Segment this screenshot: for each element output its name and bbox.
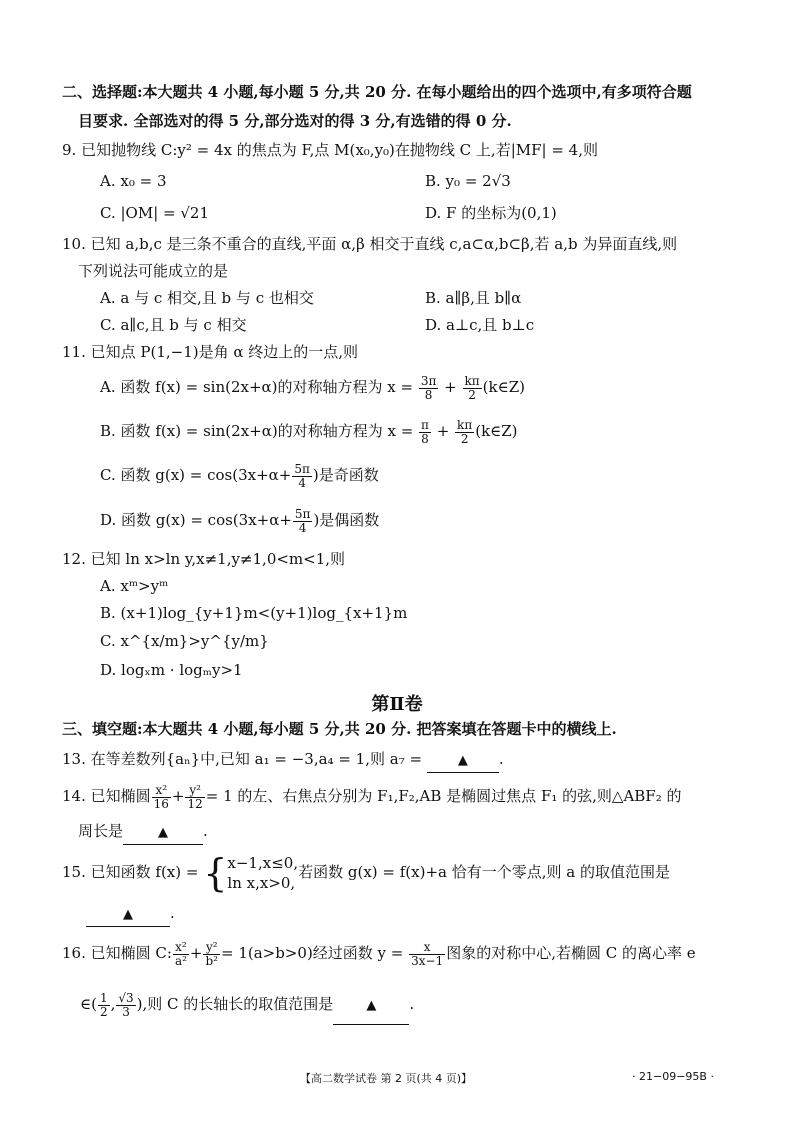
section3-header: 三、填空题:本大题共 4 小题,每小题 5 分,共 20 分. 把答案填在答题卡中的横线上. [62, 720, 617, 738]
q11-b-frac2 [455, 419, 474, 446]
q11-b-frac2-num: kπ [457, 417, 473, 432]
q11-a-prefix: A. 函数 f(x) = sin(2x+α)的对称轴方程为 x = [100, 378, 418, 396]
q11-option-c [100, 458, 379, 492]
q16-plus: + [189, 944, 203, 962]
q11-option-a [100, 370, 525, 404]
q11-option-b [100, 414, 518, 448]
q16-comma: , [110, 995, 116, 1013]
section2-header-line2: 目要求. 全部选对的得 5 分,部分选对的得 3 分,有选错的得 0 分. [78, 112, 512, 130]
q15-brace: { [203, 851, 228, 895]
q11-c-frac [292, 463, 312, 490]
q15-case1: x−1,x≤0, [227, 854, 299, 872]
q11-a-frac1-den: 8 [424, 387, 433, 402]
q16-middle: = 1(a>b>0)经过函数 y = [220, 944, 409, 962]
q15-line1 [62, 848, 670, 896]
q14-line2 [78, 820, 208, 845]
footer-code: · 21−09−95B · [632, 1070, 714, 1083]
q16-frac3-num: x [409, 941, 445, 955]
q15-blank-triangle: ▲ [123, 907, 133, 922]
q16-frac4-den: 2 [99, 1004, 108, 1019]
q14-line1 [62, 779, 682, 813]
q16-prefix: 16. 已知椭圆 C: [62, 944, 172, 962]
q16-frac1-num: x² [173, 941, 189, 955]
q16-interval-open: ∈( [80, 995, 97, 1013]
q12-option-c: C. x^{x/m}>y^{y/m} [100, 632, 269, 650]
q16-suffix: 图象的对称中心,若椭圆 C 的离心率 e [446, 944, 696, 962]
q16-frac1-den: a² [174, 953, 187, 968]
q15-case2: ln x,x>0, [227, 874, 296, 892]
q14-frac1 [152, 784, 171, 811]
q11-a-frac2-num: kπ [464, 373, 480, 388]
q14-perimeter-label: 周长是 [78, 822, 124, 840]
q11-b-prefix: B. 函数 f(x) = sin(2x+α)的对称轴方程为 x = [100, 422, 419, 440]
q9-option-b: B. y₀ = 2√3 [425, 172, 511, 190]
q14-period: . [203, 822, 208, 840]
q11-d-frac-den: 4 [298, 520, 307, 535]
q14-frac2 [185, 784, 204, 811]
section2-header-line1: 二、选择题:本大题共 4 小题,每小题 5 分,共 20 分. 在每小题给出的四个选项中,有多项符合题 [62, 83, 692, 101]
q14-frac2-num: y² [185, 784, 204, 798]
q13-answer-blank [427, 748, 499, 773]
q11-b-frac1-num: π [421, 417, 429, 432]
q16-frac3 [409, 941, 445, 968]
q12-option-b: B. (x+1)log_{y+1}m<(y+1)log_{x+1}m [100, 604, 408, 622]
q16-frac2-den: b² [205, 953, 218, 968]
q11-option-d [100, 503, 379, 537]
q14-blank-triangle: ▲ [158, 825, 169, 840]
q16-answer-blank [333, 986, 409, 1025]
footer-page-info: 【高二数学试卷 第 2 页(共 4 页)】 [300, 1072, 473, 1085]
q16-frac1 [173, 941, 189, 968]
q13-blank-triangle: ▲ [457, 753, 468, 768]
q12-option-a: A. xᵐ>yᵐ [100, 577, 169, 595]
q14-prefix: 14. 已知椭圆 [62, 787, 151, 805]
q11-a-plus: + [439, 378, 462, 396]
q11-c-prefix: C. 函数 g(x) = cos(3x+α+ [100, 466, 292, 484]
q16-frac4-num: 1 [99, 990, 108, 1005]
q11-b-suffix: (k∈Z) [475, 422, 518, 440]
q11-d-prefix: D. 函数 g(x) = cos(3x+α+ [100, 511, 292, 529]
q11-b-frac1 [419, 419, 431, 446]
q14-frac2-den: 12 [187, 796, 203, 811]
q16-line2 [80, 986, 414, 1025]
q10-option-c: C. a∥c,且 b 与 c 相交 [100, 316, 247, 334]
q13-period: . [498, 750, 504, 768]
q15-period: . [170, 904, 175, 922]
q10-option-a: A. a 与 c 相交,且 b 与 c 也相交 [100, 289, 314, 307]
q11-stem: 11. 已知点 P(1,−1)是角 α 终边上的一点,则 [62, 343, 359, 361]
q16-frac3-den: 3x−1 [411, 953, 444, 968]
q12-option-d: D. logₓm · logₘy>1 [100, 661, 243, 679]
q15-prefix: 15. 已知函数 f(x) = [62, 863, 204, 881]
q9-option-d: D. F 的坐标为(0,1) [425, 204, 557, 222]
q13 [62, 748, 504, 773]
q11-c-suffix: )是奇函数 [312, 466, 379, 484]
q11-d-frac [293, 508, 313, 535]
q16-suffix2: ),则 C 的长轴长的取值范围是 [136, 995, 334, 1013]
q14-suffix: = 1 的左、右焦点分别为 F₁,F₂,AB 是椭圆过焦点 F₁ 的弦,则△ABF₂ 的 [205, 787, 682, 805]
q9-stem: 9. 已知抛物线 C:y² = 4x 的焦点为 F,点 M(x₀,y₀)在抛物线 C 上,若|MF| = 4,则 [62, 141, 598, 159]
q16-frac5 [116, 992, 135, 1019]
q11-d-frac-num: 5π [294, 506, 311, 521]
q11-b-plus: + [431, 422, 455, 440]
q16-frac2-num: y² [203, 941, 220, 955]
q16-frac5-num: √3 [118, 990, 134, 1005]
q16-frac4 [98, 992, 110, 1019]
q16-frac5-den: 3 [122, 1004, 130, 1019]
q16-frac2 [203, 941, 220, 968]
q11-a-frac2-den: 2 [468, 387, 476, 402]
q10-option-d: D. a⊥c,且 b⊥c [425, 316, 535, 334]
q12-stem: 12. 已知 ln x>ln y,x≠1,y≠1,0<m<1,则 [62, 550, 346, 568]
q11-a-frac1-num: 3π [420, 373, 437, 388]
q11-c-frac-den: 4 [298, 475, 306, 490]
q11-b-frac2-den: 2 [460, 431, 469, 446]
q11-a-frac2 [463, 375, 482, 402]
q9-option-c: C. |OM| = √21 [100, 204, 209, 222]
q10-stem-line1: 10. 已知 a,b,c 是三条不重合的直线,平面 α,β 相交于直线 c,a⊂α,b⊂β,若 a,b 为异面直线,则 [62, 235, 678, 253]
q16-period: . [409, 995, 415, 1013]
q15-cases [227, 853, 298, 893]
q9-option-a: A. x₀ = 3 [100, 172, 167, 190]
q14-answer-blank [123, 820, 203, 845]
q15-line2 [86, 902, 175, 927]
q14-frac1-den: 16 [153, 796, 169, 811]
q11-b-frac1-den: 8 [421, 431, 429, 446]
q10-stem-line2: 下列说法可能成立的是 [78, 262, 229, 280]
q11-a-frac1 [419, 375, 439, 402]
q16-line1 [62, 935, 696, 971]
q14-plus: + [171, 787, 185, 805]
q15-suffix: 若函数 g(x) = f(x)+a 恰有一个零点,则 a 的取值范围是 [298, 863, 670, 881]
q16-blank-triangle: ▲ [366, 998, 377, 1013]
q11-c-frac-num: 5π [294, 461, 310, 476]
q13-text: 13. 在等差数列{aₙ}中,已知 a₁ = −3,a₄ = 1,则 a₇ = [62, 750, 427, 768]
volume-2-title: 第Ⅱ卷 [371, 694, 423, 715]
q15-answer-blank [86, 902, 170, 927]
q11-d-suffix: )是偶函数 [313, 511, 380, 529]
q10-option-b: B. a∥β,且 b∥α [425, 289, 522, 307]
q11-a-suffix: (k∈Z) [482, 378, 525, 396]
q14-frac1-num: x² [152, 784, 171, 798]
